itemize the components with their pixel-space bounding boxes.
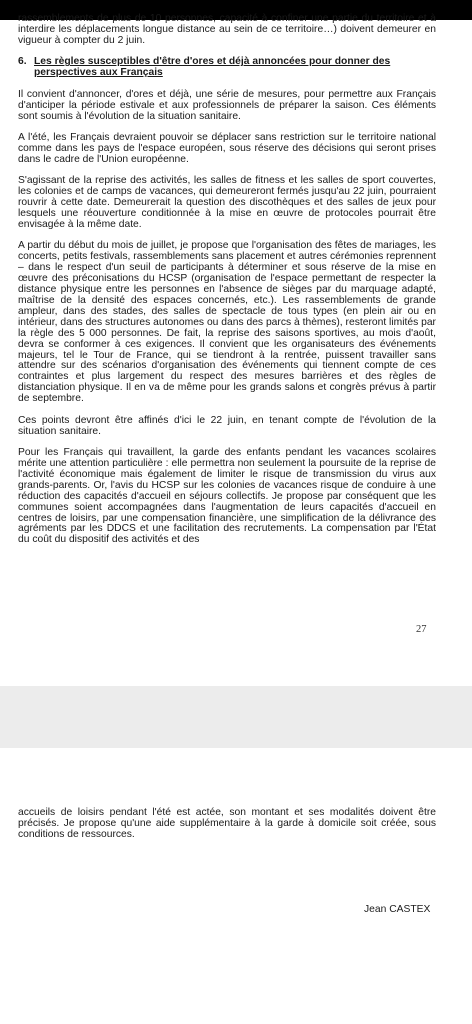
page-body (18, 808, 436, 841)
signature-name: Jean CASTEX (364, 904, 431, 915)
page-separator (0, 686, 472, 748)
paragraph-6: Pour les Français qui travaillent, la garde des enfants pendant les vacances scolaires mérite une attention particulière : elle permettra non seulement la poursuite de la reprise de l'activité économique mais également de limiter le risque de transmission du virus aux grands-parents. Or, l'avis du HCSP sur les colonies de vacances risque de conduire à une réduction des capacités d'accueil en séjours collectifs. Je propose par conséquent que les communes soient accompagnées dans l'augmentation de leurs capacités d'accueil en centres de loisirs, par une compensation financière, une simplification de la délivrance des agréments par les DDCS et une facilitation des recrutements. La compensation par l'État du coût du dispositif des activités et des (18, 447, 436, 546)
document-page-27 (0, 13, 472, 686)
paragraph-1: accueils de loisirs pendant l'été est actée, son montant et ses modalités doivent être précisés. Je propose qu'une aide supplémentaire à la garde à domicile soit créée, sous conditions de ressources. (18, 807, 436, 840)
page-number: 27 (416, 624, 427, 635)
paragraph-2: A l'été, les Français devraient pouvoir se déplacer sans restriction sur le territoire national comme dans les pays de l'espace européen, sous réserve des décisions qui seront prises dans le cadre de l'Union européenne. (18, 132, 436, 165)
paragraph-4: A partir du début du mois de juillet, je propose que l'organisation des fêtes de mariages, les concerts, petits festivals, rassemblements sans placement et autres cérémonies reprennent – dans le respect d'un seuil de participants à déterminer et sous réserve de la mise en œuvre des préconisations du HCSP (organisation de l'espace permettant de respecter la distance physique entre les personnes en l'absence de sièges par du marquage adapté, maîtrise de la densité des espaces concernés, etc.). Les rassemblements de grande ampleur, dans des stades, des salles de spectacle de tous types (en plein air ou en intérieur, dans des structures autonomes ou dans des parcs à thèmes), resteront limités par la règle des 5 000 personnes. De fait, la reprise des saisons sportives, au mois d'août, devra se conformer à ces exigences. Il convient que les organisateurs des événements majeurs, tel le Tour de France, qui se tiendront à la rentrée, puissent travailler sans attendre sur des scénarios d'organisation des événements qui tiennent compte de ces contraintes et plus largement du respect des mesures barrières et des règles de distanciation physique. Il en va de même pour les grands salons et congrès prévus à partir de septembre. (18, 240, 436, 405)
paragraph-5: Ces points devront être affinés d'ici le 22 juin, en tenant compte de l'évolution de la situation sanitaire. (18, 414, 436, 437)
section-number: 6. (18, 56, 27, 68)
paragraph-3: S'agissant de la reprise des activités, les salles de fitness et les salles de sport couvertes, les colonies et de camps de vacances, qui demeureront fermés jusqu'au 22 juin, pourraient rouvrir à cette date. Demeurerait la question des discothèques et des salles de jeux pour lesquels une réouverture conditionnée à la mise en œuvre de protocoles pourrait être envisagée à la même date. (18, 175, 436, 230)
page-body (18, 13, 436, 557)
paragraph-1: Il convient d'annoncer, d'ores et déjà, une série de mesures, pour permettre aux Français d'anticiper la période estivale et aux professionnels de préparer la saison. Ces éléments sont soumis à l'évolution de la situation sanitaire. (18, 88, 436, 122)
document-page-28 (0, 748, 472, 1024)
section-title: Les règles susceptibles d'être d'ores et déjà annoncées pour donner des perspectives aux Français (34, 56, 391, 79)
section-heading-6 (18, 57, 436, 79)
paragraph-continued: rassemblements de plus de 10 personnes, capacité à confiner une partie du territoire et à interdire les déplacements longue distance au sein de ce territoire…) doivent demeurer en vigueur à compter du 2 juin. (18, 13, 436, 46)
